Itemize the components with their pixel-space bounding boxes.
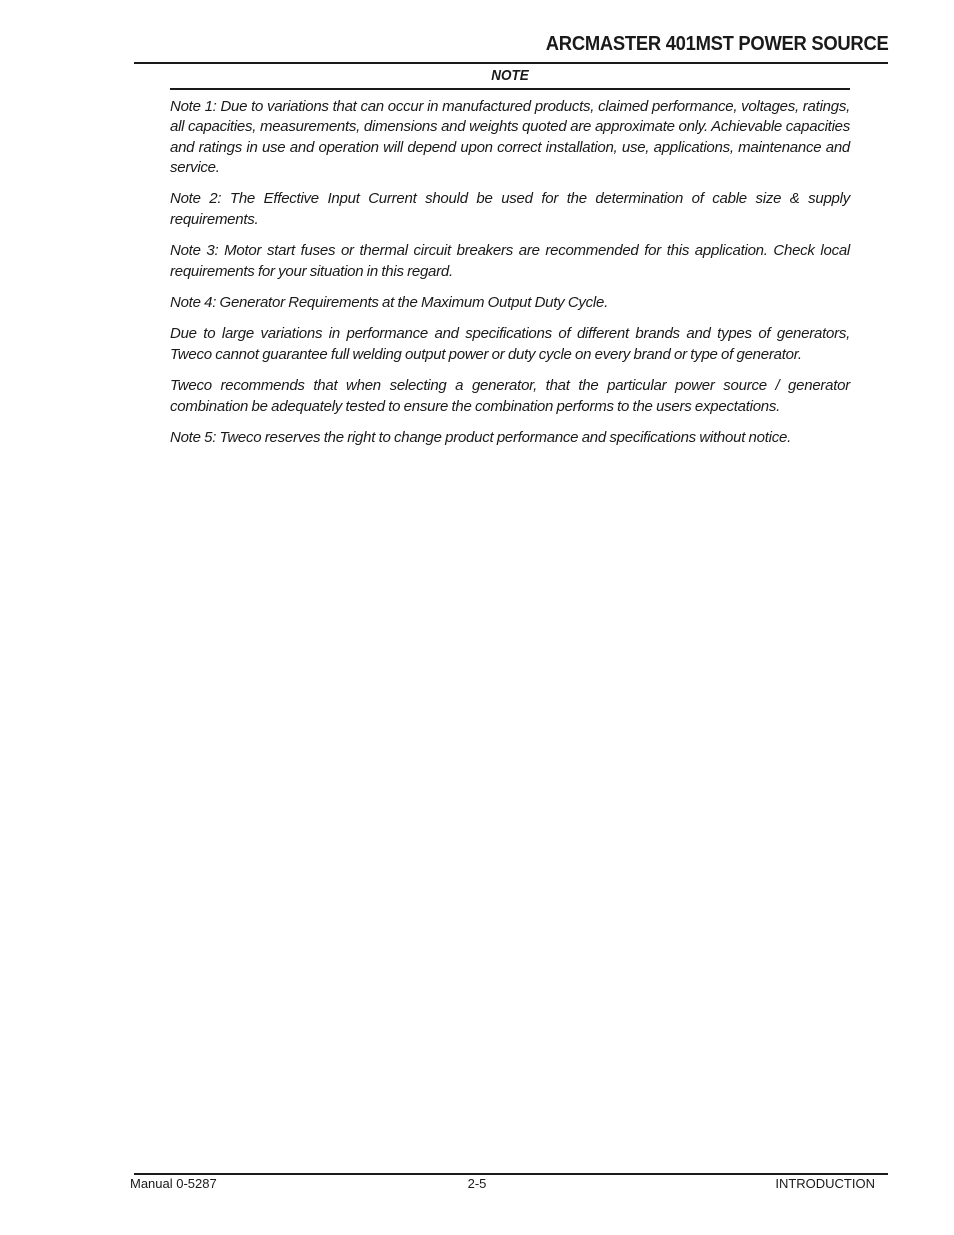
note-4-detail-generators: Due to large variations in performance and specifications of different brands and types of generators, Tweco cannot guarantee full welding output power or duty cycle on every brand or type of generator. [170,325,850,363]
footer-page-number: 2-5 [467,1176,487,1191]
footer-divider [134,1173,888,1175]
note-list [170,97,850,449]
page-header-title: ARCMASTER 401MST POWER SOURCE [545,33,888,55]
note-3: Note 3: Motor start fuses or thermal circuit breakers are recommended for this application. Check local requirements for your situation in this regard. [170,242,850,280]
note-heading: NOTE [491,67,529,84]
footer-manual-number: Manual 0-5287 [130,1176,217,1191]
note-5: Note 5: Tweco reserves the right to change product performance and specifications without notice. [170,428,791,446]
note-divider [170,88,850,90]
footer-section-name: INTRODUCTION [775,1176,875,1191]
note-4-detail-testing: Tweco recommends that when selecting a generator, that the particular power source / generator combination be adequately tested to ensure the combination performs to the users expectations. [170,377,850,415]
note-2: Note 2: The Effective Input Current should be used for the determination of cable size & supply requirements. [170,190,850,229]
note-section [170,66,850,459]
note-1: Note 1: Due to variations that can occur in manufactured products, claimed performance, voltages, ratings, all capacities, measurements, dimensions and weights quoted are approximate only. Achievable capacities and ratings in use and operation will depend upon correct installation, use, applications, maintenance and service. [170,97,850,177]
header-divider [134,62,888,64]
note-4: Note 4: Generator Requirements at the Maximum Output Duty Cycle. [170,294,609,312]
